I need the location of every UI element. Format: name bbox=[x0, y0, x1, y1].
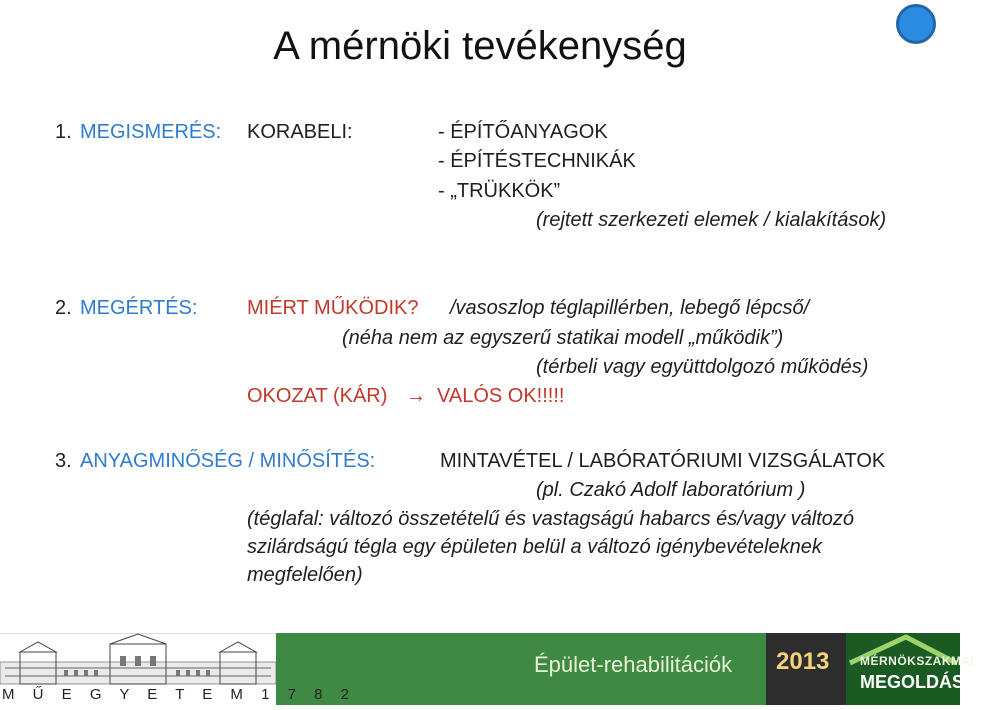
section2-effect-right: VALÓS OK!!!!! bbox=[437, 385, 565, 407]
section3-para: szilárdságú tégla egy épületen belül a változó igénybevételeknek bbox=[247, 536, 822, 558]
section3-heading: ANYAGMINŐSÉG / MINŐSÍTÉS: bbox=[80, 450, 376, 472]
brand-top: MÉRNÖKSZAKMAI bbox=[860, 654, 975, 668]
slide-title: A mérnöki tevékenység bbox=[273, 24, 687, 68]
section3-para: (téglafal: változó összetételű és vastagságú habarcs és/vagy változó bbox=[247, 508, 855, 530]
section1-item: - ÉPÍTÉSTECHNIKÁK bbox=[438, 150, 636, 172]
section1-number: 1. bbox=[55, 121, 72, 143]
section2-effect-left: OKOZAT (KÁR) bbox=[247, 385, 388, 407]
program-name: Épület-rehabilitációk bbox=[534, 652, 733, 677]
roof-icon bbox=[846, 633, 960, 705]
brand-panel bbox=[846, 633, 960, 705]
section2-number: 2. bbox=[55, 297, 72, 319]
section2-question: MIÉRT MŰKÖDIK? bbox=[247, 297, 419, 319]
section3-para: megfelelően) bbox=[247, 564, 363, 586]
section2-line2: (néha nem az egyszerű statikai modell „működik”) bbox=[342, 327, 784, 349]
section2-heading: MEGÉRTÉS: bbox=[80, 297, 198, 319]
arrow-right-icon: → bbox=[406, 385, 426, 407]
university-name: M Ű E G Y E T E M 1 7 8 2 bbox=[2, 686, 356, 703]
section3-number: 3. bbox=[55, 450, 72, 472]
section1-note: (rejtett szerkezeti elemek / kialakítások) bbox=[536, 209, 887, 231]
circle-icon bbox=[896, 4, 936, 44]
section1-heading: MEGISMERÉS: bbox=[80, 121, 222, 143]
section3-label: MINTAVÉTEL / LABÓRATÓRIUMI VIZSGÁLATOK bbox=[440, 450, 886, 472]
building-icon bbox=[0, 634, 276, 684]
section2-line3: (térbeli vagy együttdolgozó működés) bbox=[536, 356, 869, 378]
brand-bottom: MEGOLDÁSOK bbox=[860, 672, 991, 692]
footer-year: 2013 bbox=[776, 648, 830, 675]
section1-label: KORABELI: bbox=[247, 121, 353, 143]
section1-item: - „TRÜKKÖK” bbox=[438, 180, 561, 202]
section3-lab: (pl. Czakó Adolf laboratórium ) bbox=[536, 479, 806, 501]
section2-examples: /vasoszlop téglapillérben, lebegő lépcső/ bbox=[450, 297, 810, 319]
section1-item: - ÉPÍTŐANYAGOK bbox=[438, 121, 608, 143]
